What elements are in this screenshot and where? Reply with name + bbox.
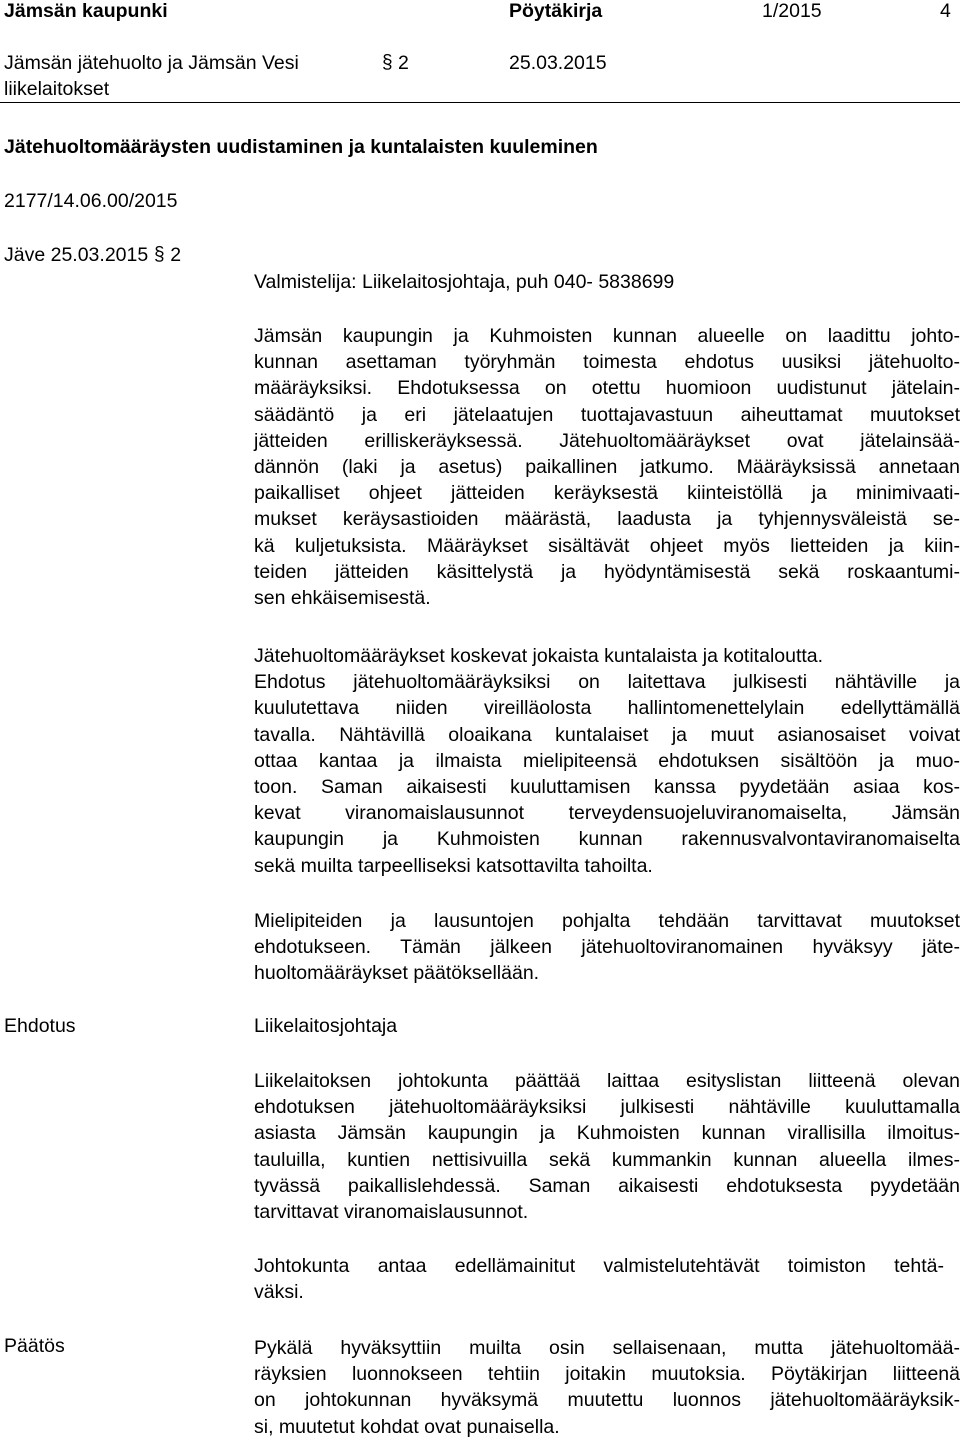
paragraph-line: Jämsän kaupungin ja Kuhmoisten kunnan alueelle on laadittu johto- (254, 325, 960, 347)
paragraph-line: si, muutetut kohdat ovat punaisella. (254, 1415, 560, 1438)
body-reference-text: Jäve 25.03.2015 (4, 244, 149, 266)
paragraph-line: tavalla. Nähtävillä oloaikana kuntalaiset ja muut asianosaiset voivat (254, 723, 960, 746)
organization-name-line1: Jämsän jätehuolto ja Jämsän Vesi (4, 52, 299, 74)
paragraph-line: Mielipiteiden ja lausuntojen pohjalta tehdään tarvittavat muutokset (254, 910, 960, 932)
paragraph-line: Jätehuoltomääräykset koskevat jokaista kuntalaista ja kotitaloutta. (254, 645, 824, 667)
matter-title: Jätehuoltomääräysten uudistaminen ja kuntalaisten kuuleminen (4, 136, 598, 158)
body-paragraph-1 (254, 323, 960, 611)
svg-text:§: § (382, 52, 393, 72)
paragraph-line: ottaa kantaa ja ilmaista mielipiteensä ehdotuksen sisältöön ja muo- (254, 749, 960, 772)
paragraph-line: dännön (laki ja asetus) paikallinen jatkumo. Määräyksissä annetaan (254, 456, 960, 479)
decision-paragraph (254, 1335, 960, 1440)
paragraph-line: Johtokunta antaa edellämainitut valmistelutehtävät toimiston tehtä- (254, 1255, 944, 1277)
proposal-paragraph-2 (254, 1253, 944, 1305)
meeting-date: 25.03.2015 (509, 52, 607, 74)
paragraph-line: tarvittavat viranomaislausunnot. (254, 1201, 529, 1224)
paragraph-line: määräyksiksi. Ehdotuksessa on otettu huomioon uudistunut jätelain- (254, 377, 960, 400)
paragraph-line: toon. Saman aikaisesti kuuluttamisen kanssa pyydetään asiaa kos- (254, 776, 960, 799)
paragraph-line: sekä muilta tarpeelliseksi katsottavilta tahoilta. (254, 854, 653, 877)
paragraph-line: jätteiden erilliskeräyksessä. Jätehuoltomääräykset ovat jätelainsää- (254, 429, 960, 452)
paragraph-line: ehdotukseen. Tämän jälkeen jätehuoltoviranomainen hyväksyy jäte- (254, 936, 960, 959)
paragraph-line: sen ehkäisemisestä. (254, 587, 431, 610)
document-number: 1/2015 (762, 0, 822, 22)
document-type: Pöytäkirja (509, 0, 603, 22)
proposal-paragraph-1 (254, 1068, 960, 1225)
preparer-line: Valmistelija: Liikelaitosjohtaja, puh 040- 5838699 (254, 271, 675, 293)
paragraph-line: räyksien luonnokseen tehtiin joitakin muutoksia. Pöytäkirjan liitteenä (254, 1363, 960, 1386)
paragraph-line: kevat viranomaislausunnot terveydensuojeluviranomaiselta, Jämsän (254, 802, 960, 825)
body-reference-section: 2 (170, 244, 182, 266)
body-reference (4, 244, 181, 267)
body-paragraph-3 (254, 908, 960, 987)
paragraph-line: huoltomääräykset päätöksellään. (254, 962, 540, 985)
paragraph-line: mukset keräysastioiden määrästä, laadusta ja tyhjennysväleistä se- (254, 508, 960, 531)
paragraph-line: Pykälä hyväksyttiin muilta osin sellaisenaan, mutta jätehuoltomää- (254, 1337, 960, 1359)
paragraph-line: teiden jätteiden käsittelystä ja hyödyntämisestä sekä roskaantumi- (254, 560, 960, 583)
body-paragraph-2 (254, 643, 960, 879)
section-sign-icon (382, 52, 394, 72)
paragraph-line: väksi. (254, 1281, 304, 1304)
paragraph-line: ehdotuksen jätehuoltomääräyksiksi julkisesti nähtäville kuuluttamalla (254, 1096, 960, 1119)
header-section-marker (376, 52, 409, 75)
paragraph-line: kunnan asettaman työryhmän toimesta ehdotus uusiksi jätehuolto- (254, 351, 960, 374)
header-divider (0, 102, 960, 103)
paragraph-line: kaupungin ja Kuhmoisten kunnan rakennusvalvontaviranomaiselta (254, 828, 960, 851)
paragraph-line: Liikelaitoksen johtokunta päättää laittaa esityslistan liitteenä olevan (254, 1070, 960, 1092)
proposer: Liikelaitosjohtaja (254, 1015, 398, 1037)
paragraph-line: tyvässä paikallislehdessä. Saman aikaisesti ehdotuksesta pyydetään (254, 1174, 960, 1197)
proposal-label: Ehdotus (4, 1015, 76, 1037)
record-number: 2177/14.06.00/2015 (4, 190, 178, 212)
page-number: 4 (940, 0, 951, 22)
organization-name-line2: liikelaitokset (4, 78, 110, 100)
svg-text:§: § (154, 244, 165, 264)
paragraph-line: paikalliset ohjeet jätteiden keräyksestä kiinteistöllä ja minimivaati- (254, 482, 960, 505)
paragraph-line: on johtokunnan hyväksymä muutettu luonnos jätehuoltomääräyksik- (254, 1389, 960, 1412)
paragraph-line: Ehdotus jätehuoltomääräyksiksi on laitettava julkisesti nähtäville ja (254, 671, 960, 694)
decision-label: Päätös (4, 1335, 65, 1357)
paragraph-line: kä kuljetuksista. Määräykset sisältävät ohjeet myös lietteiden ja kiin- (254, 534, 960, 557)
paragraph-line: tauluilla, kuntien nettisivuilla sekä kummankin kunnan alueella ilmes- (254, 1148, 960, 1171)
paragraph-line: säädäntö ja eri jätelaatujen tuottajavastuun aiheuttamat muutokset (254, 403, 960, 426)
municipality-name: Jämsän kaupunki (4, 0, 168, 22)
section-sign-icon (154, 244, 166, 264)
header-section-number: 2 (398, 52, 409, 74)
paragraph-line: kuulutettava niiden vireilläolosta hallintomenettelylain edellyttämällä (254, 697, 960, 720)
paragraph-line: asiasta Jämsän kaupungin ja Kuhmoisten kunnan virallisilla ilmoitus- (254, 1122, 960, 1145)
